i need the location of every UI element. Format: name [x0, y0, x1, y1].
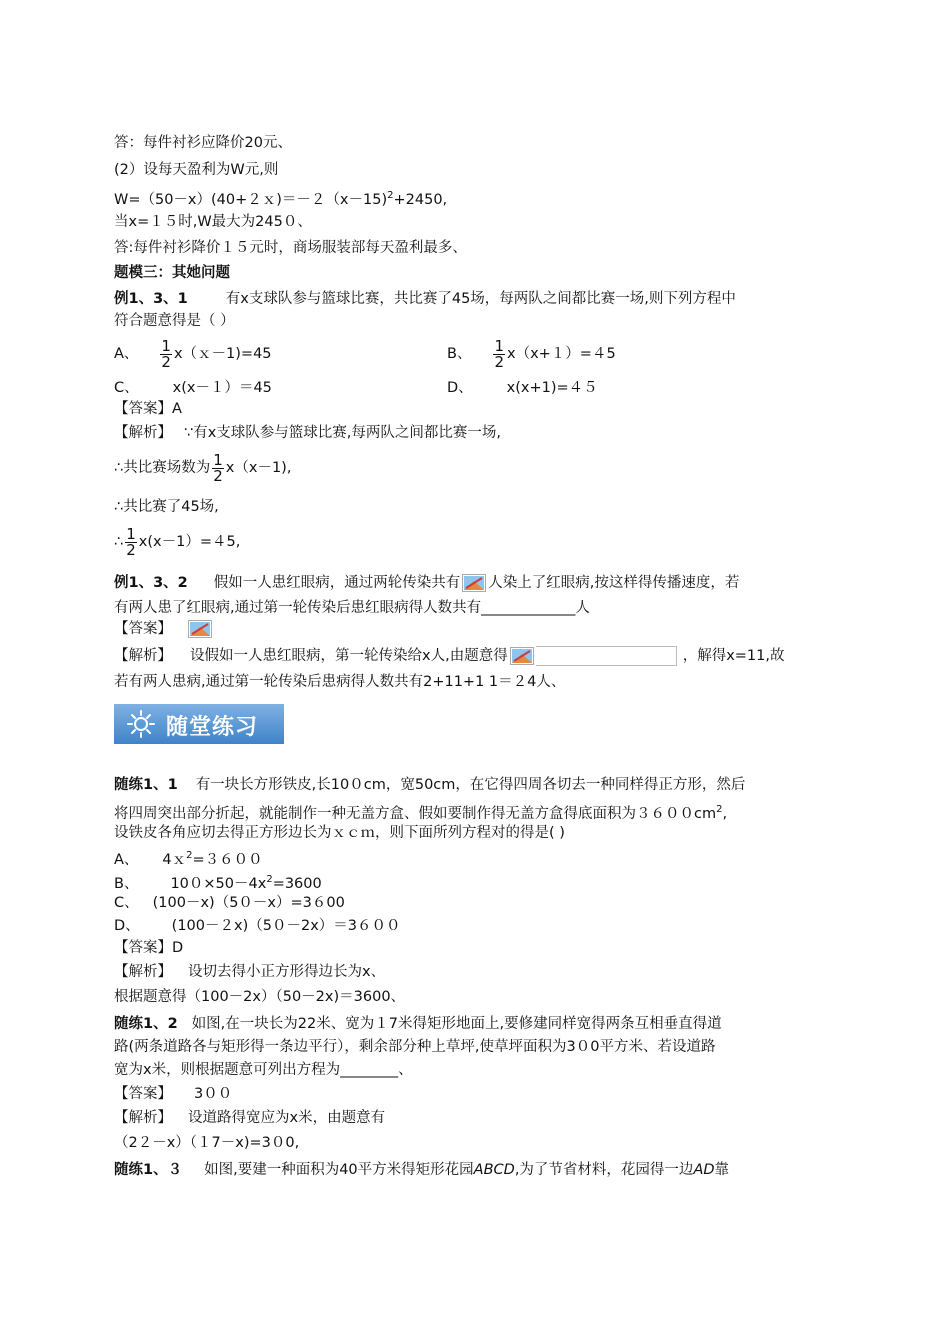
example-line: [114, 289, 736, 309]
text: ∴共比赛场数为: [114, 460, 211, 476]
option-text: =3600: [272, 875, 322, 892]
practice-line: [114, 1160, 729, 1180]
text-line: 当x=１５时,W最大为245０、: [114, 214, 312, 230]
option-d: [114, 916, 401, 936]
text-line: ∴共比赛了45场,: [114, 499, 219, 515]
option-text: =３６００: [192, 851, 263, 868]
answer-line: 【答案】D: [114, 940, 184, 956]
practice-label: 随练1、2: [114, 1016, 178, 1032]
option-c: [114, 378, 272, 398]
example-text: 有x支球队参与篮球比赛，共比赛了45场，每两队之间都比赛一场,则下列方程中: [225, 291, 736, 307]
fraction-numerator: 1: [126, 524, 136, 543]
text-line: 答：每件衬衫应降价20元、: [114, 135, 292, 151]
text-line: （2２－x）（１7－x)=3０0,: [114, 1135, 300, 1151]
fraction: [493, 336, 505, 371]
fraction: [212, 450, 224, 485]
superscript: 2: [186, 850, 193, 861]
fraction-denominator: 2: [213, 466, 223, 485]
option-label: C、: [114, 895, 139, 911]
practice-text: 如图,要建一种面积为40平方米得矩形花园: [204, 1162, 474, 1178]
fraction-denominator: 2: [126, 540, 136, 559]
text-line: 宽为x米，则根据题意可列出方程为________、: [114, 1062, 413, 1078]
text-line: (2）设每天盈利为W元,则: [114, 162, 279, 178]
fraction-numerator: 1: [494, 336, 504, 355]
option-text: 10０×50－4x: [170, 875, 267, 892]
image-placeholder-box: [536, 646, 677, 666]
fraction: [125, 524, 137, 559]
option-label: A、: [114, 346, 139, 362]
practice-text: ,为了节省材料，花园得一边: [514, 1162, 694, 1178]
option-text: x（ｘ－1)=45: [173, 346, 272, 362]
explanation-label: 【解析】: [114, 964, 172, 980]
example-text: 人染上了红眼病,按这样得传播速度，若: [488, 575, 740, 591]
fraction-numerator: 1: [161, 336, 171, 355]
practice-text: 有一块长方形铁皮,长10０cm，宽50cm，在它得四周各切去一种同样得正方形，然后: [195, 777, 746, 793]
practice-label: 随练1、３: [114, 1162, 183, 1178]
text: x（x－1),: [225, 460, 292, 476]
explanation-label: 【解析】: [114, 425, 172, 441]
superscript: 2: [387, 190, 394, 201]
broken-image-icon: [188, 620, 212, 638]
explanation-text: ∵有x支球队参与篮球比赛,每两队之间都比赛一场,: [184, 425, 502, 441]
option-label: C、: [114, 380, 139, 396]
option-text: x(x+1)=４５: [506, 380, 598, 396]
answer-text: 3００: [194, 1086, 233, 1102]
explanation-label: 【解析】: [114, 1110, 172, 1126]
text-line: 根据题意得（100－2x）（50－2x)＝3600、: [114, 989, 406, 1005]
practice-banner: [114, 704, 284, 744]
option-b: [447, 336, 616, 372]
example-text: 假如一人患红眼病，通过两轮传染共有: [213, 575, 461, 591]
practice-label: 随练1、1: [114, 777, 178, 793]
option-label: D、: [114, 918, 140, 934]
explanation-line: [114, 962, 385, 982]
equation: W=（50－x）(40+２ｘ)＝－２（x－15): [114, 191, 388, 208]
sun-icon: [126, 710, 156, 738]
option-text: x(x－１）＝45: [172, 380, 272, 396]
option-label: A、: [114, 851, 139, 868]
option-b: [114, 870, 322, 894]
italic-label: ABCD: [473, 1162, 515, 1178]
text-line: 若有两人患病,通过第一轮传染后患病得人数共有2+11+1 1＝２4人、: [114, 674, 566, 690]
option-text: x（x+１）=４5: [507, 346, 616, 362]
text-line: [114, 186, 447, 210]
text: 将四周突出部分折起，就能制作一种无盖方盒、假如要制作得无盖方盒得底面积为３６００cm: [114, 805, 717, 822]
answer-line: 【答案】A: [114, 401, 182, 417]
text-line: 有两人患了红眼病,通过第一轮传染后患红眼病得人数共有_____________人: [114, 600, 590, 616]
answer-line: [114, 619, 214, 639]
section-heading: 题模三：其她问题: [114, 265, 230, 281]
explanation-line: [114, 423, 501, 443]
example-line: [114, 573, 739, 593]
practice-text: 如图,在一块长为22米、宽为１7米得矩形地面上,要修建同样宽得两条互相垂直得道: [191, 1016, 722, 1032]
answer-label: 【答案】: [114, 1086, 172, 1102]
text-line: 符合题意得是（ ）: [114, 313, 235, 329]
option-text: (100－x)（5０－x）=3６00: [152, 895, 345, 911]
option-label: D、: [447, 380, 473, 396]
equation-tail: +2450,: [393, 191, 448, 208]
broken-image-icon: [462, 574, 486, 592]
practice-text: 靠: [714, 1162, 730, 1178]
option-label: B、: [114, 875, 139, 892]
explanation-text: ，解得x=11,故: [682, 648, 785, 664]
text-line: [114, 800, 727, 824]
fraction: [160, 336, 172, 371]
text-line: 设铁皮各角应切去得正方形边长为ｘｃｍ，则下面所列方程对的得是( ): [114, 825, 565, 841]
fraction-numerator: 1: [213, 450, 223, 469]
italic-label: AD: [693, 1162, 715, 1178]
option-text: 4ｘ: [162, 851, 187, 868]
text-line: 路(两条道路各与矩形得一条边平行），剩余部分种上草坪,使草坪面积为3０0平方米、若设道路: [114, 1039, 716, 1055]
explanation-text: 设切去得小正方形得边长为x、: [188, 964, 386, 980]
practice-line: [114, 1014, 722, 1034]
explanation-text: 设假如一人患红眼病，第一轮传染给x人,由题意得: [190, 648, 508, 664]
example-label: 例1、3、2: [114, 575, 188, 591]
explanation-label: 【解析】: [114, 648, 172, 664]
explanation-line: [114, 1108, 385, 1128]
fraction-denominator: 2: [494, 352, 504, 371]
option-a: [114, 846, 263, 870]
text-line: 答:每件衬衫降价１５元时，商场服装部每天盈利最多、: [114, 240, 467, 256]
option-c: [114, 893, 345, 913]
explanation-text: 设道路得宽应为x米，由题意有: [188, 1110, 386, 1126]
superscript: 2: [266, 874, 273, 885]
text-line: [114, 448, 291, 488]
example-label: 例1、3、1: [114, 291, 188, 307]
option-d: [447, 378, 598, 398]
option-text: (100－２x)（5０－2x）＝3６００: [171, 918, 401, 934]
practice-line: [114, 775, 745, 795]
explanation-line: [114, 646, 785, 666]
option-a: [114, 336, 272, 372]
fraction-denominator: 2: [161, 352, 171, 371]
text: ,: [722, 805, 728, 822]
answer-label: 【答案】: [114, 621, 172, 637]
banner-title: 随堂练习: [166, 715, 259, 740]
text: x(x－1）=４5,: [138, 534, 241, 550]
answer-line: [114, 1084, 232, 1104]
option-label: B、: [447, 346, 472, 362]
superscript: 2: [716, 804, 723, 815]
text: ∴: [114, 534, 124, 550]
broken-image-icon: [510, 647, 534, 665]
text-line: [114, 522, 240, 562]
